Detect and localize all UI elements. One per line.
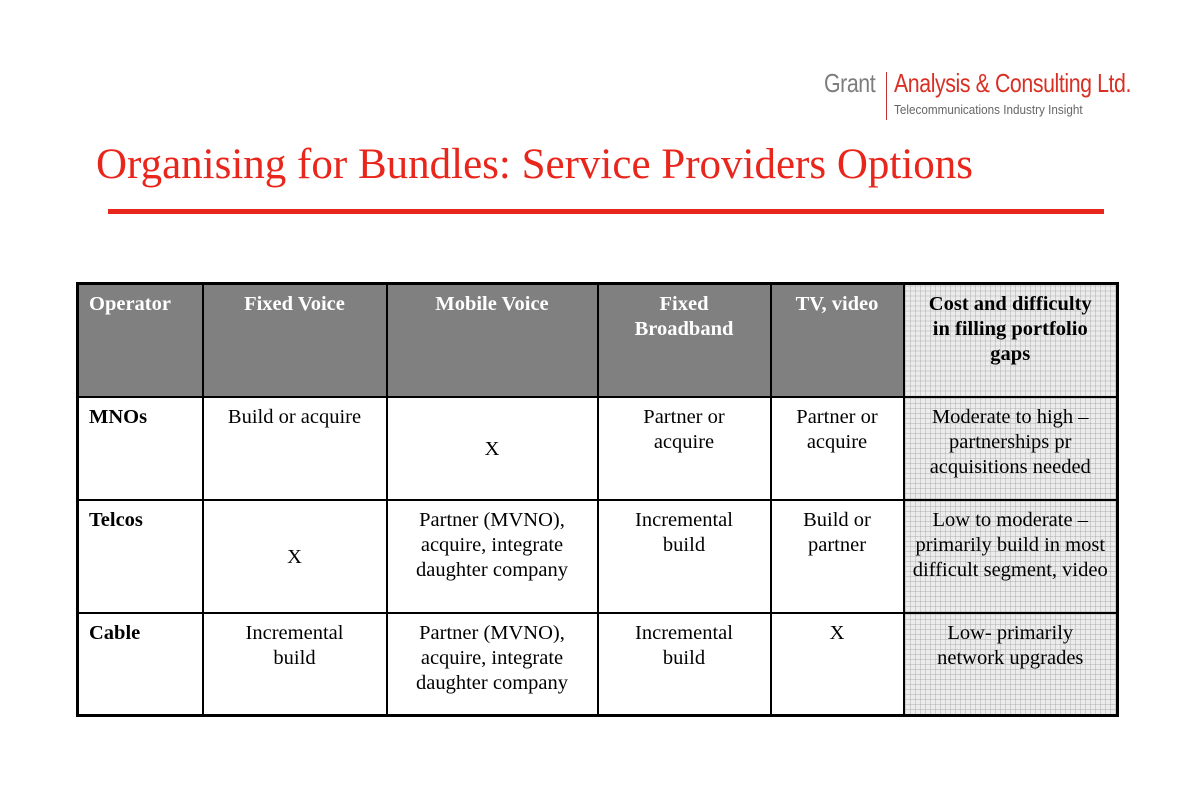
table-header-row xyxy=(78,284,1118,397)
header-tv-video: TV, video xyxy=(771,284,904,397)
slide-title: Organising for Bundles: Service Providers Options xyxy=(96,141,974,188)
header-fixed-broadband: Fixed Broadband xyxy=(598,284,771,397)
cell-mobile-voice: Partner (MVNO), acquire, integrate daughter company xyxy=(387,613,598,716)
table-row-cable xyxy=(78,613,1118,716)
cell-tv-video: Partner or acquire xyxy=(771,397,904,500)
logo-company-text: Analysis & Consulting Ltd. xyxy=(894,68,1132,98)
cell-tv-video: Build or partner xyxy=(771,500,904,613)
table-row-mnos xyxy=(78,397,1118,500)
cell-fixed-voice: Build or acquire xyxy=(203,397,387,500)
cell-fixed-broadband: Incremental build xyxy=(598,500,771,613)
logo-tagline: Telecommunications Industry Insight xyxy=(894,102,1083,117)
title-underline xyxy=(108,209,1104,214)
header-mobile-voice: Mobile Voice xyxy=(387,284,598,397)
cell-mobile-voice: X xyxy=(387,397,598,500)
service-provider-options-table xyxy=(76,282,1119,717)
cell-operator: MNOs xyxy=(78,397,203,500)
header-fixed-voice: Fixed Voice xyxy=(203,284,387,397)
cell-tv-video: X xyxy=(771,613,904,716)
cell-operator: Telcos xyxy=(78,500,203,613)
cell-cost-difficulty: Low- primarily network upgrades xyxy=(904,613,1118,716)
cell-fixed-voice: X xyxy=(203,500,387,613)
header-operator: Operator xyxy=(78,284,203,397)
cell-fixed-broadband: Incremental build xyxy=(598,613,771,716)
cell-cost-difficulty: Moderate to high – partnerships pr acquisitions needed xyxy=(904,397,1118,500)
cell-cost-difficulty: Low to moderate – primarily build in most difficult segment, video xyxy=(904,500,1118,613)
header-cost-difficulty: Cost and difficulty in filling portfolio gaps xyxy=(904,284,1118,397)
logo-brand-text: Grant xyxy=(824,68,876,98)
cell-fixed-broadband: Partner or acquire xyxy=(598,397,771,500)
cell-fixed-voice: Incremental build xyxy=(203,613,387,716)
cell-operator: Cable xyxy=(78,613,203,716)
table-row-telcos xyxy=(78,500,1118,613)
cell-mobile-voice: Partner (MVNO), acquire, integrate daughter company xyxy=(387,500,598,613)
logo-divider xyxy=(886,72,887,120)
options-table-container xyxy=(76,282,1119,717)
